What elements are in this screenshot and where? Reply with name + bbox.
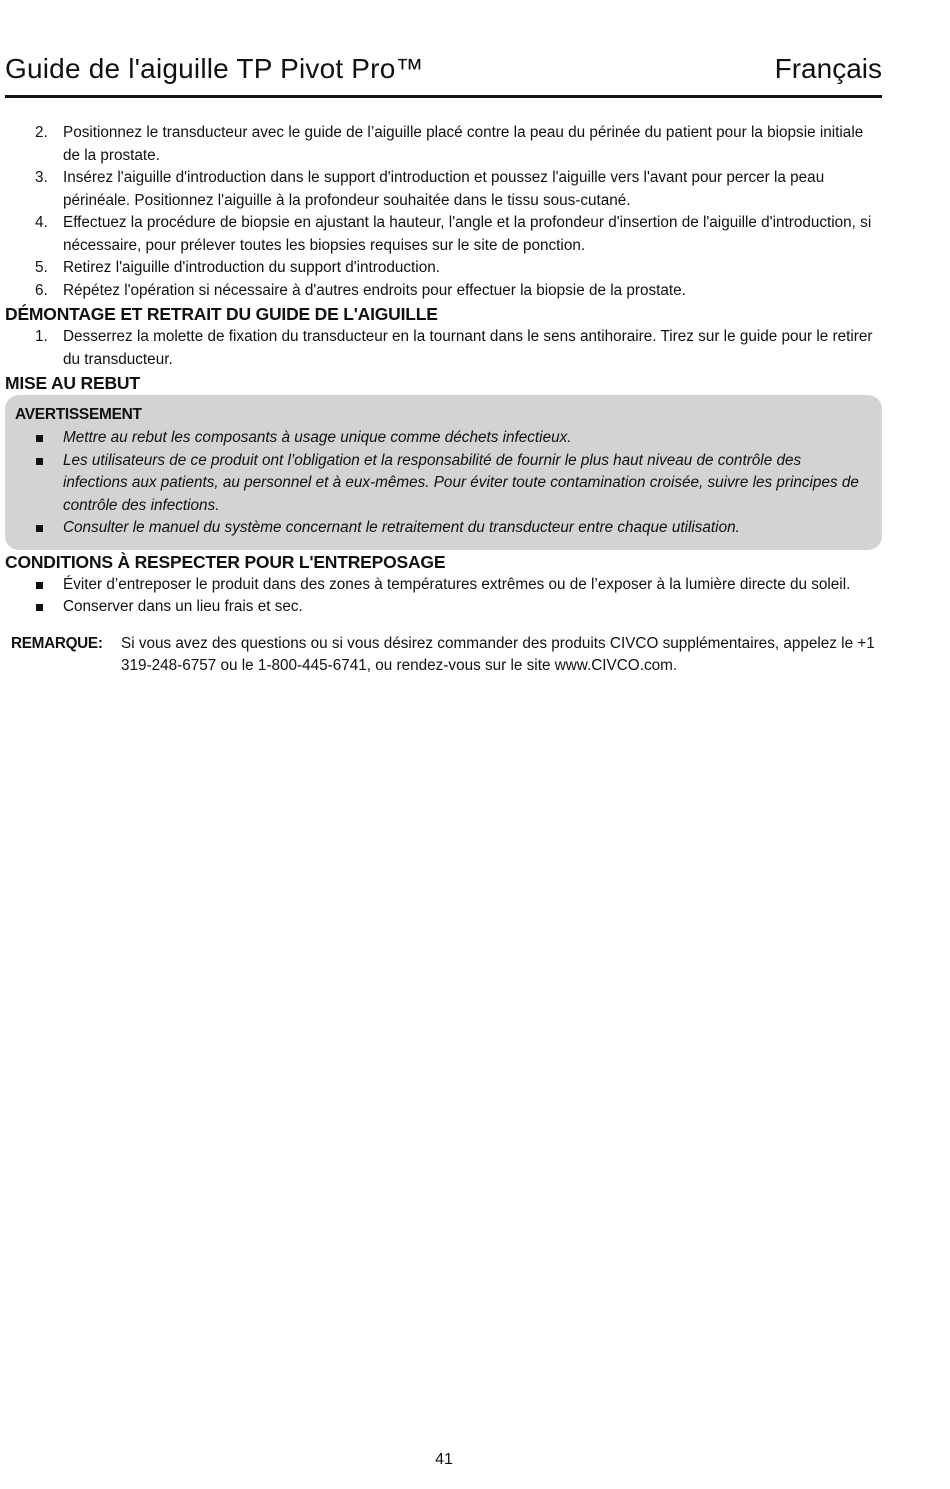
list-item [15,427,862,450]
list-item [5,280,882,303]
list-item [5,596,882,619]
list-item [5,326,882,371]
list-item [5,574,882,597]
warning-list [15,427,862,540]
procedure-steps [5,122,882,302]
remark-text: Si vous avez des questions ou si vous désirez commander des produits CIVCO supplémentaires, appelez le +1 319-248-6757 ou le 1-800-445-6741, ou rendez-vous sur le site www.CIVCO.com. [121,634,875,674]
step-number: 4. [35,214,48,231]
list-item [5,122,882,167]
demontage-steps [5,326,882,371]
condition-text: Conserver dans un lieu frais et sec. [63,598,303,615]
step-text: Répétez l'opération si nécessaire à d'autres endroits pour effectuer la biopsie de la prostate. [63,281,686,299]
list-item [15,517,862,540]
condition-text: Éviter d’entreposer le produit dans des zones à températures extrêmes ou de l’exposer à la lumière directe du soleil. [63,575,851,593]
warning-text: Mettre au rebut les composants à usage unique comme déchets infectieux. [63,429,572,446]
square-bullet-icon [36,604,43,611]
warning-text: Les utilisateurs de ce produit ont l’obligation et la responsabilité de fournir le plus haut niveau de contrôle des infections aux patients, au personnel et à eux-mêmes. Pour éviter toute contamination croisée, suivre les principes de contrôle des infections. [63,451,859,514]
square-bullet-icon [36,435,43,442]
section-heading-demontage: DÉMONTAGE ET RETRAIT DU GUIDE DE L'AIGUILLE [5,304,438,324]
section-heading-conditions: CONDITIONS À RESPECTER POUR L'ENTREPOSAGE [5,551,446,572]
step-text: Retirez l'aiguille d'introduction du support d'introduction. [63,259,440,276]
remark-note [5,633,882,678]
step-number: 2. [35,124,48,141]
document-title: Guide de l'aiguille TP Pivot Pro™ [5,53,424,84]
section-heading-rebut: MISE AU REBUT [5,373,140,393]
square-bullet-icon [36,525,43,532]
step-text: Positionnez le transducteur avec le guide de l’aiguille placé contre la peau du périnée du patient pour la biopsie initiale de la prostate. [63,124,864,164]
step-text: Desserrez la molette de fixation du transducteur en la tournant dans le sens antihoraire. Tirez sur le guide pour le retirer du transducteur. [63,328,873,368]
list-item [5,167,882,212]
language-label: Français [774,53,882,84]
list-item [5,257,882,280]
page-content [5,122,882,678]
step-number: 1. [35,328,48,345]
step-number: 3. [35,169,48,186]
warning-box [5,395,882,550]
remark-label: REMARQUE: [11,634,103,652]
step-number: 5. [35,259,48,276]
step-text: Insérez l'aiguille d'introduction dans le support d'introduction et poussez l'aiguille vers l'avant pour percer la peau périnéale. Positionnez l'aiguille à la profondeur souhaitée dans le tissu sous-cutané. [63,169,825,209]
square-bullet-icon [36,458,43,465]
warning-title: AVERTISSEMENT [15,406,142,423]
step-number: 6. [35,281,48,299]
step-text: Effectuez la procédure de biopsie en ajustant la hauteur, l'angle et la profondeur d'insertion de l'aiguille d'introduction, si nécessaire, pour prélever toutes les biopsies requises sur le site de ponction. [63,214,872,254]
list-item [15,450,862,518]
conditions-list [5,574,882,619]
page-number: 41 [435,1451,453,1468]
square-bullet-icon [36,582,43,589]
page-header [5,50,882,98]
list-item [5,212,882,257]
warning-text: Consulter le manuel du système concernant le retraitement du transducteur entre chaque utilisation. [63,519,740,536]
